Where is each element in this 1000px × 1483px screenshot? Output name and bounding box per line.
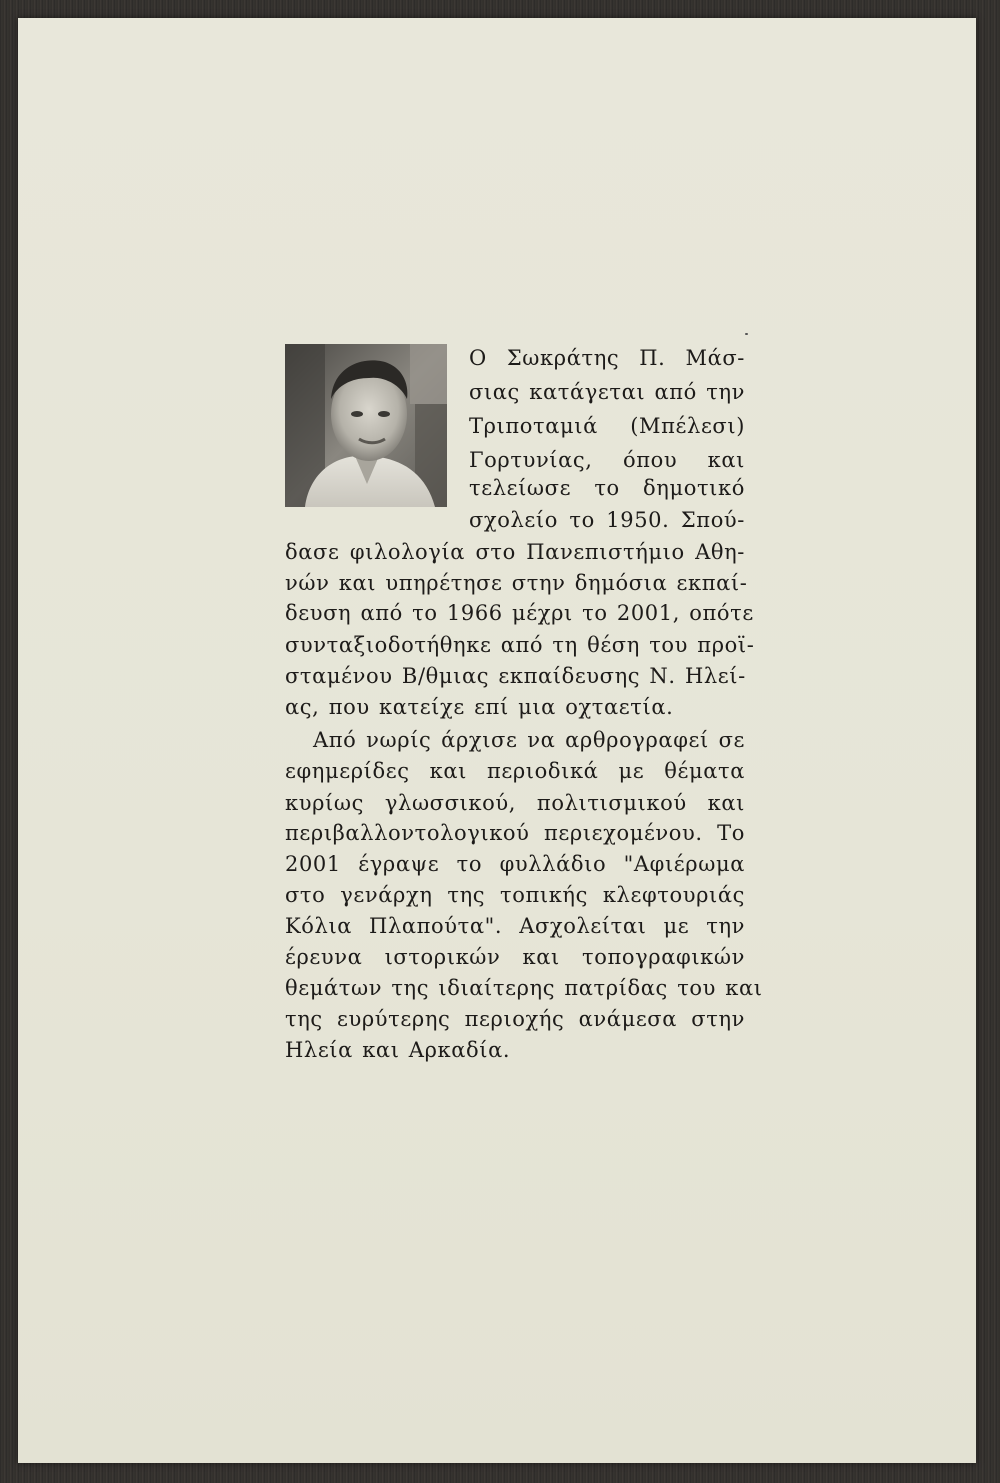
- bio-line: της ευρύτερης περιοχής ανάμεσα στην: [285, 1007, 745, 1031]
- bio-line: 2001 έγραψε το φυλλάδιο "Αφιέρωμα: [285, 852, 745, 876]
- bio-line: στο γενάρχη της τοπικής κλεφτουριάς: [285, 883, 745, 907]
- bio-line: εφημερίδες και περιοδικά με θέματα: [285, 759, 745, 783]
- bio-line: Γορτυνίας, όπου και: [469, 448, 745, 472]
- bio-line: Τριποταμιά (Μπέλεσι): [469, 414, 745, 438]
- bio-line: δευση από το 1966 μέχρι το 2001, οπότε: [285, 601, 754, 625]
- bio-line: έρευνα ιστορικών και τοπογραφικών: [285, 945, 745, 969]
- author-photo: [285, 344, 447, 507]
- bio-line: σιας κατάγεται από την: [469, 380, 745, 404]
- bio-line: νών και υπηρέτησε στην δημόσια εκπαί-: [285, 571, 748, 595]
- bio-line: περιβαλλοντολογικού περιεχομένου. Το: [285, 821, 745, 845]
- bio-line: Κόλια Πλαπούτα". Ασχολείται με την: [285, 914, 745, 938]
- bio-line: Ο Σωκράτης Π. Μάσ-: [469, 346, 745, 370]
- bio-line: Από νωρίς άρχισε να αρθρογραφεί σε: [313, 728, 745, 752]
- bio-line: σταμένου Β/θμιας εκπαίδευσης Ν. Ηλεί-: [285, 664, 746, 688]
- bio-line: σχολείο το 1950. Σπού-: [469, 508, 745, 532]
- bio-line: ας, που κατείχε επί μια οχταετία.: [285, 695, 674, 719]
- author-portrait-image: [285, 344, 447, 507]
- bio-line: Ηλεία και Αρκαδία.: [285, 1038, 511, 1062]
- bio-line: θεμάτων της ιδιαίτερης πατρίδας του και: [285, 976, 763, 1000]
- bio-line: δασε φιλολογία στο Πανεπιστήμιο Αθη-: [285, 540, 745, 564]
- bio-line: τελείωσε το δημοτικό: [469, 476, 745, 500]
- bio-line: συνταξιοδοτήθηκε από τη θέση του προϊ-: [285, 633, 755, 657]
- paper-speck: [745, 333, 748, 335]
- bio-line: κυρίως γλωσσικού, πολιτισμικού και: [285, 791, 745, 815]
